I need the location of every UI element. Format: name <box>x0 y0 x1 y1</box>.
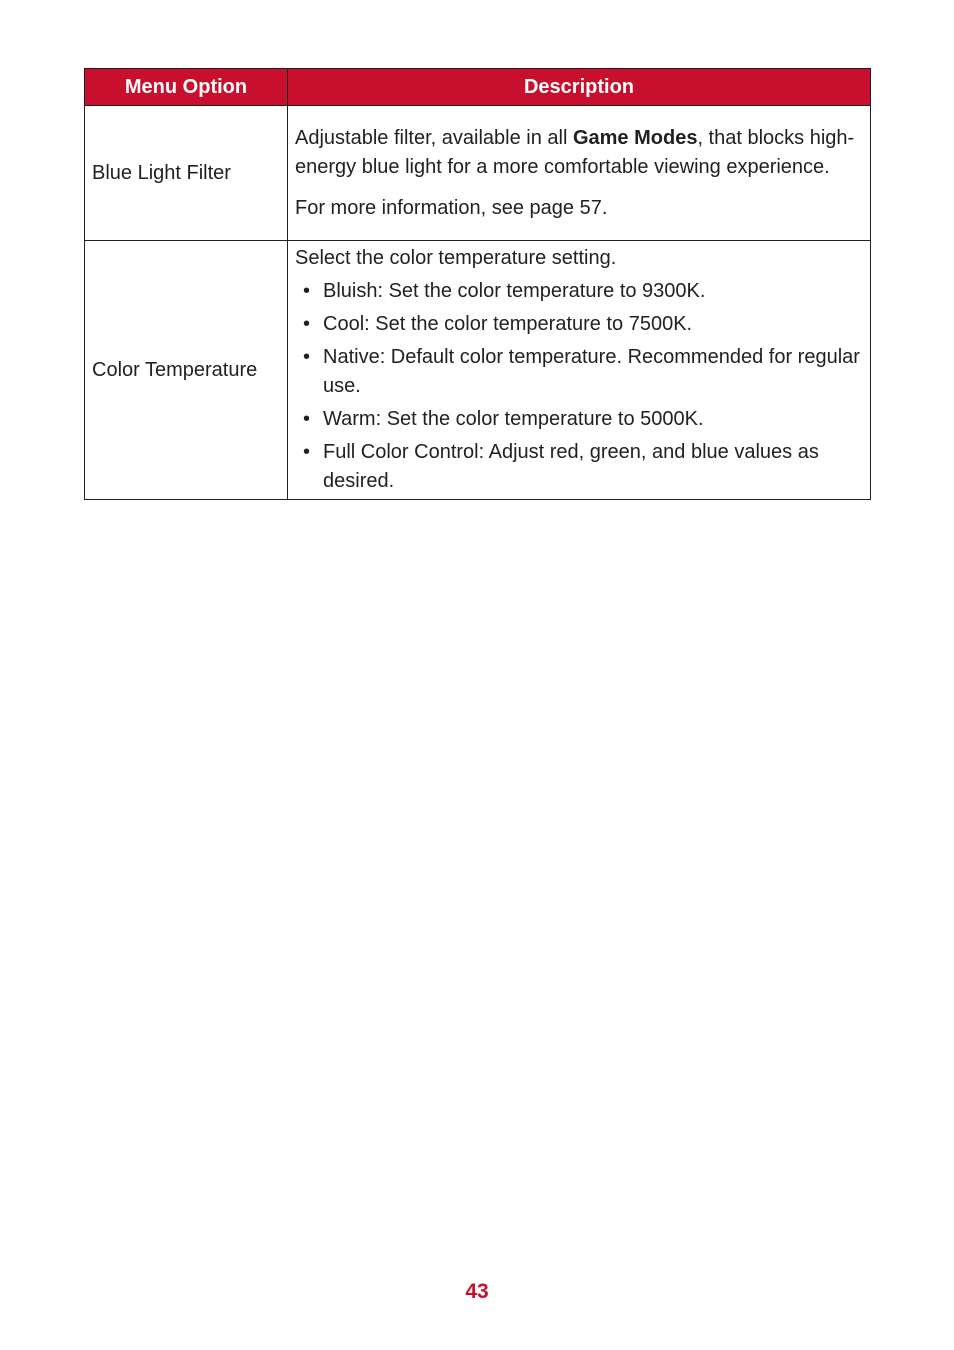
bullet-text: Cool: Set the color temperature to 7500K. <box>323 313 693 335</box>
bullet-icon: • <box>303 280 311 302</box>
option-color-temperature: Color Temperature <box>85 241 288 500</box>
header-description: Description <box>288 69 871 106</box>
bullet-text: Full Color Control: Adjust red, green, and blue values as desired. <box>323 441 819 492</box>
more-info-note: For more information, see page 57. <box>295 196 608 219</box>
bullet-icon: • <box>303 313 311 335</box>
color-temperature-options <box>295 277 863 496</box>
bullet-text: Warm: Set the color temperature to 5000K. <box>323 408 704 430</box>
game-modes-term: Game Modes <box>572 126 698 149</box>
bullet-icon: • <box>303 441 311 463</box>
menu-option-table <box>84 68 871 500</box>
list-item <box>295 277 863 306</box>
page-number: 43 <box>465 1280 489 1303</box>
description-color-temperature <box>288 241 871 500</box>
header-menu-option: Menu Option <box>85 69 288 106</box>
table-row <box>85 106 871 241</box>
color-temperature-intro: Select the color temperature setting. <box>295 247 617 269</box>
bullet-text: Bluish: Set the color temperature to 9300K. <box>323 280 706 302</box>
bullet-icon: • <box>303 346 311 368</box>
description-blue-light-filter <box>288 106 871 241</box>
option-blue-light-filter: Blue Light Filter <box>85 106 288 241</box>
table-row <box>85 241 871 500</box>
description-text: , that blocks high-energy blue light for a more comfortable viewing experience. <box>295 126 855 178</box>
description-paragraph <box>295 124 863 182</box>
list-item <box>295 405 863 434</box>
list-item <box>295 310 863 339</box>
list-item <box>295 438 863 496</box>
bullet-icon: • <box>303 408 311 430</box>
list-item <box>295 343 863 401</box>
bullet-text: Native: Default color temperature. Recommended for regular use. <box>323 346 860 397</box>
table-header-row <box>85 69 871 106</box>
description-text: Adjustable filter, available in all <box>295 126 573 149</box>
